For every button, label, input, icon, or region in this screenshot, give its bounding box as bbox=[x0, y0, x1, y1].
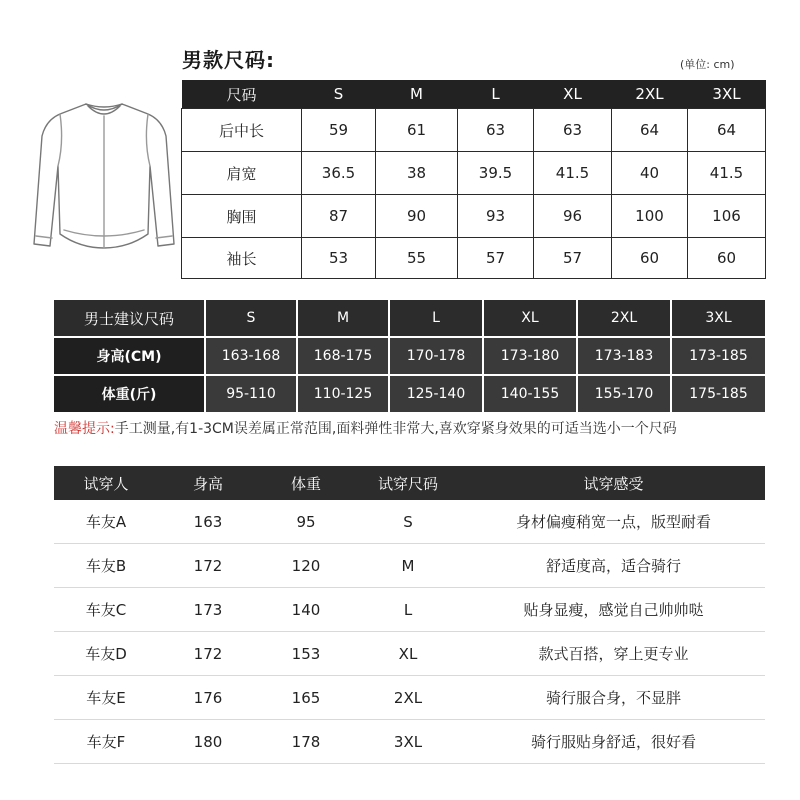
tester-feedback: 舒适度高，适合骑行 bbox=[462, 544, 765, 588]
tester-feedback: 贴身显瘦，感觉自己帅帅哒 bbox=[462, 588, 765, 632]
tester-feedback: 身材偏瘦稍宽一点，版型耐看 bbox=[462, 500, 765, 544]
table-cell: 163-168 bbox=[205, 337, 297, 375]
long-sleeve-jersey-outline-icon bbox=[28, 96, 180, 272]
table-cell: 100 bbox=[612, 195, 688, 238]
tester-size: L bbox=[354, 588, 462, 632]
tester-feedback: 骑行服贴身舒适，很好看 bbox=[462, 720, 765, 764]
tester-height: 176 bbox=[158, 676, 258, 720]
table-cell: 106 bbox=[688, 195, 766, 238]
table-row bbox=[182, 195, 766, 238]
tester-height: 172 bbox=[158, 632, 258, 676]
tester-name: 车友A bbox=[54, 500, 158, 544]
table-row bbox=[182, 152, 766, 195]
table-cell: 173-185 bbox=[671, 337, 765, 375]
col-header: 3XL bbox=[688, 80, 766, 109]
table-cell: 125-140 bbox=[389, 375, 483, 412]
row-label: 后中长 bbox=[182, 109, 302, 152]
table-cell: 63 bbox=[534, 109, 612, 152]
unit-label: (单位: cm) bbox=[680, 58, 735, 71]
table-cell: 36.5 bbox=[302, 152, 376, 195]
table-cell: 60 bbox=[612, 238, 688, 279]
tester-weight: 153 bbox=[258, 632, 354, 676]
table-cell: 41.5 bbox=[534, 152, 612, 195]
col-header: S bbox=[205, 300, 297, 337]
tip-label: 温馨提示: bbox=[54, 421, 115, 437]
table-cell: 53 bbox=[302, 238, 376, 279]
col-header: 3XL bbox=[671, 300, 765, 337]
table-cell: 57 bbox=[458, 238, 534, 279]
table-row bbox=[54, 500, 765, 544]
table-cell: 140-155 bbox=[483, 375, 577, 412]
table-cell: 155-170 bbox=[577, 375, 671, 412]
table-row bbox=[54, 375, 765, 412]
col-header: 2XL bbox=[577, 300, 671, 337]
table-cell: 59 bbox=[302, 109, 376, 152]
col-header: M bbox=[297, 300, 389, 337]
tester-name: 车友E bbox=[54, 676, 158, 720]
table-row bbox=[54, 676, 765, 720]
tester-height: 172 bbox=[158, 544, 258, 588]
table-cell: 87 bbox=[302, 195, 376, 238]
table-row bbox=[54, 337, 765, 375]
table-cell: 173-183 bbox=[577, 337, 671, 375]
tester-feedback: 款式百搭，穿上更专业 bbox=[462, 632, 765, 676]
table-cell: 63 bbox=[458, 109, 534, 152]
row-label: 袖长 bbox=[182, 238, 302, 279]
tester-weight: 120 bbox=[258, 544, 354, 588]
table-cell: 57 bbox=[534, 238, 612, 279]
table-cell: 60 bbox=[688, 238, 766, 279]
table-cell: 96 bbox=[534, 195, 612, 238]
table-cell: 173-180 bbox=[483, 337, 577, 375]
tester-name: 车友D bbox=[54, 632, 158, 676]
tester-weight: 95 bbox=[258, 500, 354, 544]
table-row bbox=[54, 632, 765, 676]
col-header: L bbox=[458, 80, 534, 109]
table-cell: 39.5 bbox=[458, 152, 534, 195]
row-label: 体重(斤) bbox=[54, 375, 205, 412]
table-cell: 110-125 bbox=[297, 375, 389, 412]
row-label: 肩宽 bbox=[182, 152, 302, 195]
col-header: 试穿人 bbox=[54, 466, 158, 500]
warm-tip bbox=[54, 418, 677, 438]
row-label: 身高(CM) bbox=[54, 337, 205, 375]
col-header: 身高 bbox=[158, 466, 258, 500]
tester-name: 车友B bbox=[54, 544, 158, 588]
tester-height: 173 bbox=[158, 588, 258, 632]
recommend-header-row bbox=[54, 300, 765, 337]
table-cell: 61 bbox=[376, 109, 458, 152]
table-row bbox=[54, 588, 765, 632]
col-header: 尺码 bbox=[182, 80, 302, 109]
table-cell: 175-185 bbox=[671, 375, 765, 412]
table-cell: 55 bbox=[376, 238, 458, 279]
col-header: 2XL bbox=[612, 80, 688, 109]
table-cell: 170-178 bbox=[389, 337, 483, 375]
table-row bbox=[54, 720, 765, 764]
tester-weight: 178 bbox=[258, 720, 354, 764]
men-size-header-row bbox=[182, 80, 766, 109]
col-header: 体重 bbox=[258, 466, 354, 500]
tester-size: M bbox=[354, 544, 462, 588]
tip-text: 手工测量,有1-3CM误差属正常范围,面料弹性非常大,喜欢穿紧身效果的可适当选小一个尺码 bbox=[114, 421, 677, 437]
col-header: L bbox=[389, 300, 483, 337]
table-cell: 64 bbox=[612, 109, 688, 152]
table-cell: 95-110 bbox=[205, 375, 297, 412]
row-label: 胸围 bbox=[182, 195, 302, 238]
col-header: 男士建议尺码 bbox=[54, 300, 205, 337]
col-header: 试穿感受 bbox=[462, 466, 765, 500]
tester-name: 车友F bbox=[54, 720, 158, 764]
tester-size: S bbox=[354, 500, 462, 544]
trial-review-table bbox=[54, 466, 765, 764]
table-row bbox=[182, 109, 766, 152]
table-cell: 41.5 bbox=[688, 152, 766, 195]
col-header: S bbox=[302, 80, 376, 109]
table-cell: 93 bbox=[458, 195, 534, 238]
tester-weight: 165 bbox=[258, 676, 354, 720]
tester-weight: 140 bbox=[258, 588, 354, 632]
tester-height: 180 bbox=[158, 720, 258, 764]
col-header: XL bbox=[534, 80, 612, 109]
trial-header-row bbox=[54, 466, 765, 500]
col-header: M bbox=[376, 80, 458, 109]
table-cell: 40 bbox=[612, 152, 688, 195]
table-cell: 64 bbox=[688, 109, 766, 152]
men-size-title: 男款尺码: bbox=[182, 48, 275, 72]
tester-name: 车友C bbox=[54, 588, 158, 632]
tester-size: 2XL bbox=[354, 676, 462, 720]
tester-size: XL bbox=[354, 632, 462, 676]
col-header: 试穿尺码 bbox=[354, 466, 462, 500]
table-row bbox=[54, 544, 765, 588]
tester-size: 3XL bbox=[354, 720, 462, 764]
table-cell: 168-175 bbox=[297, 337, 389, 375]
men-size-table bbox=[181, 80, 766, 279]
table-cell: 90 bbox=[376, 195, 458, 238]
table-cell: 38 bbox=[376, 152, 458, 195]
tester-feedback: 骑行服合身，不显胖 bbox=[462, 676, 765, 720]
tester-height: 163 bbox=[158, 500, 258, 544]
col-header: XL bbox=[483, 300, 577, 337]
recommended-size-table bbox=[54, 300, 765, 412]
table-row bbox=[182, 238, 766, 279]
